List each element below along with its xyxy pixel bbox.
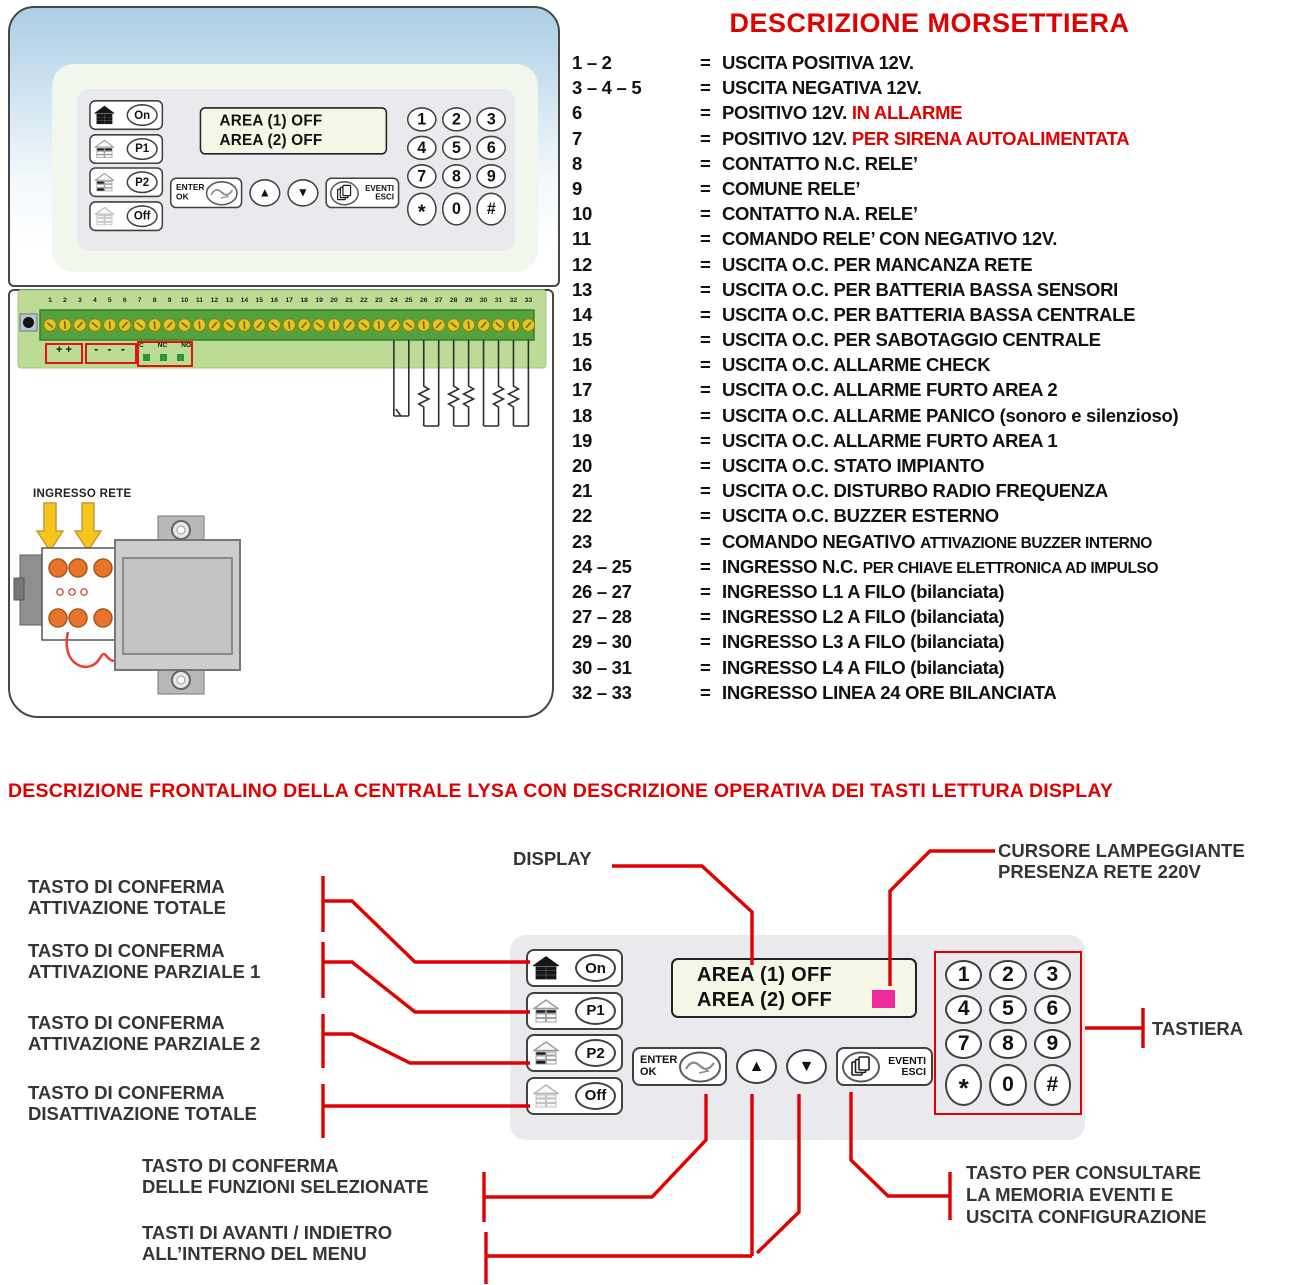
svg-text:9: 9 [167,297,172,304]
house-button-label: P2 [127,171,158,193]
svg-text:23: 23 [375,297,383,304]
key-hash[interactable]: # [1034,1064,1071,1106]
key-star[interactable]: * [407,192,436,225]
house-icon-off [95,206,115,225]
arrow-down-icon: ▼ [296,185,309,200]
terminal-row: 15 = USCITA O.C. PER SABOTAGGIO CENTRALE [572,329,1101,351]
enter-ok-label: ENTER OK [176,183,205,202]
key-star[interactable]: * [945,1064,982,1106]
house-icon-p1 [95,139,115,158]
enter-ok-button[interactable] [170,177,242,208]
house-icon-p2 [95,173,115,192]
key-0[interactable]: 0 [442,192,471,225]
house-button-p2[interactable] [526,1034,623,1072]
display-line-2: AREA (2) OFF [219,131,323,150]
key-1[interactable]: 1 [407,107,436,131]
terminal-row: 24 – 25 = INGRESSO N.C. PER CHIAVE ELETTRONICA AD IMPULSO [572,555,1159,577]
house-icon-on [95,106,115,125]
terminal-row: 3 – 4 – 5 = USCITA NEGATIVA 12V. [572,77,922,99]
svg-text:19: 19 [315,297,323,304]
page-title: DESCRIZIONE MORSETTIERA [729,8,1130,38]
svg-text:1: 1 [48,297,52,304]
terminal-row: 10 = CONTATTO N.A. RELE’ [572,203,918,225]
label-attivazione-parziale-2: TASTO DI CONFERMA ATTIVAZIONE PARZIALE 2 [28,1012,261,1054]
svg-text:21: 21 [345,297,353,304]
terminal-board [10,288,555,446]
terminal-row: 27 – 28 = INGRESSO L2 A FILO (bilanciata) [572,606,1005,628]
section-title: DESCRIZIONE FRONTALINO DELLA CENTRALE LYSA CON DESCRIZIONE OPERATIVA DEI TASTI LETTURA DISPLAY [8,780,1114,802]
svg-text:2: 2 [63,297,67,304]
key-hash[interactable]: # [477,192,506,225]
display-line-1: AREA (1) OFF [219,111,323,130]
house-icon-off [533,1084,559,1108]
svg-text:10: 10 [180,297,189,304]
house-button-p1[interactable] [89,134,163,164]
svg-text:25: 25 [405,297,413,304]
house-button-label: On [127,104,158,126]
display-line-1: AREA (1) OFF [697,964,833,986]
front-panel-large [510,935,1085,1140]
plus-terminals-label: + + [56,344,72,356]
arrow-down-button[interactable] [786,1049,827,1084]
numeric-keypad [400,102,513,232]
key-7[interactable]: 7 [945,1029,982,1059]
label-disattivazione-totale: TASTO DI CONFERMA DISATTIVAZIONE TOTALE [28,1082,257,1124]
pages-icon [329,179,359,206]
terminal-row: 12 = USCITA O.C. PER MANCANZA RETE [572,253,1033,275]
key-5[interactable]: 5 [442,136,471,160]
terminal-row: 29 – 30 = INGRESSO L3 A FILO (bilanciata) [572,631,1005,653]
arrow-down-icon: ▼ [798,1057,815,1075]
house-button-label: Off [127,205,158,227]
svg-text:27: 27 [434,297,443,304]
terminal-row: 7 = POSITIVO 12V. PER SIRENA AUTOALIMENTATA [572,127,1130,149]
house-buttons-column [89,100,163,231]
transformer [115,516,240,694]
relay-contact-label: NC [157,342,168,349]
svg-text:18: 18 [300,297,308,304]
key-wave-icon [678,1050,722,1084]
house-button-p2[interactable] [89,167,163,197]
label-tastiera: TASTIERA [1152,1018,1244,1039]
key-8[interactable]: 8 [442,164,471,188]
terminal-row: 32 – 33 = INGRESSO LINEA 24 ORE BILANCIATA [572,681,1057,703]
key-wave-icon [205,179,239,206]
mains-terminal-block [14,548,118,640]
house-button-label: Off [575,1082,616,1110]
house-icon-on [533,956,559,980]
key-3[interactable]: 3 [1034,960,1071,990]
terminal-row: 30 – 31 = INGRESSO L4 A FILO (bilanciata) [572,656,1005,678]
terminal-row: 9 = COMUNE RELE’ [572,177,861,199]
eventi-esci-label: EVENTI ESCI [888,1054,926,1078]
blinking-cursor-block [872,990,895,1008]
house-button-on[interactable] [89,100,163,130]
key-2[interactable]: 2 [989,960,1026,990]
relay-contact-label: NO [181,342,191,349]
terminal-row: 20 = USCITA O.C. STATO IMPIANTO [572,455,985,476]
key-5[interactable]: 5 [989,995,1026,1025]
terminal-row: 26 – 27 = INGRESSO L1 A FILO (bilanciata) [572,580,1005,602]
function-keys-row [632,1047,933,1086]
svg-text:30: 30 [479,297,488,304]
terminal-row: 22 = USCITA O.C. BUZZER ESTERNO [572,505,999,527]
mains-arrow-icons [37,503,101,551]
key-8[interactable]: 8 [989,1029,1026,1059]
terminal-row: 1 – 2 = USCITA POSITIVA 12V. [572,52,914,73]
house-button-label: P1 [575,997,616,1025]
label-attivazione-totale: TASTO DI CONFERMA ATTIVAZIONE TOTALE [28,876,227,918]
svg-text:15: 15 [255,297,264,304]
svg-text:8: 8 [152,297,157,304]
house-button-p1[interactable] [526,992,623,1030]
pages-icon [841,1050,881,1084]
terminal-list [572,52,1292,707]
key-7[interactable]: 7 [407,164,436,188]
terminal-row: 23 = COMANDO NEGATIVO ATTIVAZIONE BUZZER INTERNO [572,530,1152,552]
front-panel-small [77,89,515,251]
house-button-label: P2 [575,1039,616,1067]
svg-text:31: 31 [494,297,503,304]
key-6[interactable]: 6 [477,136,506,160]
key-1[interactable]: 1 [945,960,982,990]
label-memoria-eventi: TASTO PER CONSULTARE LA MEMORIA EVENTI E USCITA CONFIGURAZIONE [966,1162,1207,1227]
house-button-off[interactable] [89,201,163,231]
svg-text:28: 28 [449,297,458,304]
label-display: DISPLAY [513,848,592,869]
control-panel [510,935,1085,1140]
terminal-row: 8 = CONTATTO N.C. RELE’ [572,152,918,174]
svg-text:32: 32 [509,297,518,304]
svg-text:20: 20 [330,297,338,304]
key-9[interactable]: 9 [477,164,506,188]
key-4[interactable]: 4 [945,995,982,1025]
key-0[interactable]: 0 [989,1064,1026,1106]
relay-contact-label: C [139,342,144,349]
mains-input-label: INGRESSO RETE [33,488,132,500]
svg-text:22: 22 [360,297,368,304]
house-buttons-column [526,949,623,1115]
arrow-up-button[interactable] [249,179,280,207]
eventi-esci-label: EVENTI ESCI [365,183,394,202]
svg-text:26: 26 [419,297,428,304]
label-attivazione-parziale-1: TASTO DI CONFERMA ATTIVAZIONE PARZIALE 1 [28,940,261,982]
key-3[interactable]: 3 [477,107,506,131]
eventi-esci-button[interactable] [325,177,399,208]
house-icon-p2 [533,1041,559,1065]
function-keys-row [170,177,399,208]
svg-text:24: 24 [390,297,398,304]
svg-text:11: 11 [195,297,204,304]
control-panel [77,89,515,251]
label-avanti-indietro: TASTI DI AVANTI / INDIETRO ALL’INTERNO DEL MENU [142,1222,393,1264]
label-cursore-lampeggiante: CURSORE LAMPEGGIANTE PRESENZA RETE 220V [998,840,1245,882]
terminal-row: 6 = POSITIVO 12V. IN ALLARME [572,102,963,124]
minus-terminals-label: - - - [94,342,128,356]
house-button-off[interactable] [526,1077,623,1115]
terminal-row: 13 = USCITA O.C. PER BATTERIA BASSA SENSORI [572,278,1118,300]
key-4[interactable]: 4 [407,136,436,160]
house-button-label: P1 [127,138,158,160]
svg-text:29: 29 [464,297,473,304]
svg-text:5: 5 [107,297,112,304]
enter-ok-label: ENTER OK [640,1054,678,1078]
arrow-up-button[interactable] [736,1049,777,1084]
lcd-display [200,107,387,154]
arrow-up-icon: ▲ [748,1057,765,1075]
terminal-row: 17 = USCITA O.C. ALLARME FURTO AREA 2 [572,379,1058,401]
terminal-row: 14 = USCITA O.C. PER BATTERIA BASSA CENTRALE [572,303,1136,325]
key-6[interactable]: 6 [1034,995,1071,1025]
arrow-up-icon: ▲ [258,185,271,200]
svg-text:12: 12 [210,297,219,304]
numeric-keypad [934,951,1082,1115]
key-2[interactable]: 2 [442,107,471,131]
svg-text:33: 33 [524,297,533,304]
terminal-row: 16 = USCITA O.C. ALLARME CHECK [572,354,991,376]
svg-text:6: 6 [122,297,127,304]
tamper-button [20,314,37,331]
terminal-row: 11 = COMANDO RELE’ CON NEGATIVO 12V. [572,228,1058,250]
terminal-row: 21 = USCITA O.C. DISTURBO RADIO FREQUENZA [572,480,1108,502]
relay-contact-labels [139,342,191,349]
svg-text:17: 17 [285,297,293,304]
arrow-down-button[interactable] [287,179,318,207]
display-line-2: AREA (2) OFF [697,989,833,1011]
house-button-label: On [575,954,616,982]
eventi-esci-button[interactable] [836,1047,933,1086]
svg-text:14: 14 [240,297,249,304]
house-button-on[interactable] [526,949,623,987]
svg-text:3: 3 [78,297,82,304]
svg-text:13: 13 [225,297,234,304]
svg-text:4: 4 [92,297,97,304]
enter-ok-button[interactable] [632,1047,727,1086]
lcd-display [671,958,917,1018]
svg-text:7: 7 [137,297,142,304]
svg-text:16: 16 [270,297,279,304]
key-9[interactable]: 9 [1034,1029,1071,1059]
label-conferma-funzioni: TASTO DI CONFERMA DELLE FUNZIONI SELEZIONATE [142,1155,429,1197]
terminal-row: 19 = USCITA O.C. ALLARME FURTO AREA 1 [572,429,1058,451]
house-icon-p1 [533,999,559,1023]
terminal-row: 18 = USCITA O.C. ALLARME PANICO (sonoro e silenzioso) [572,404,1179,426]
